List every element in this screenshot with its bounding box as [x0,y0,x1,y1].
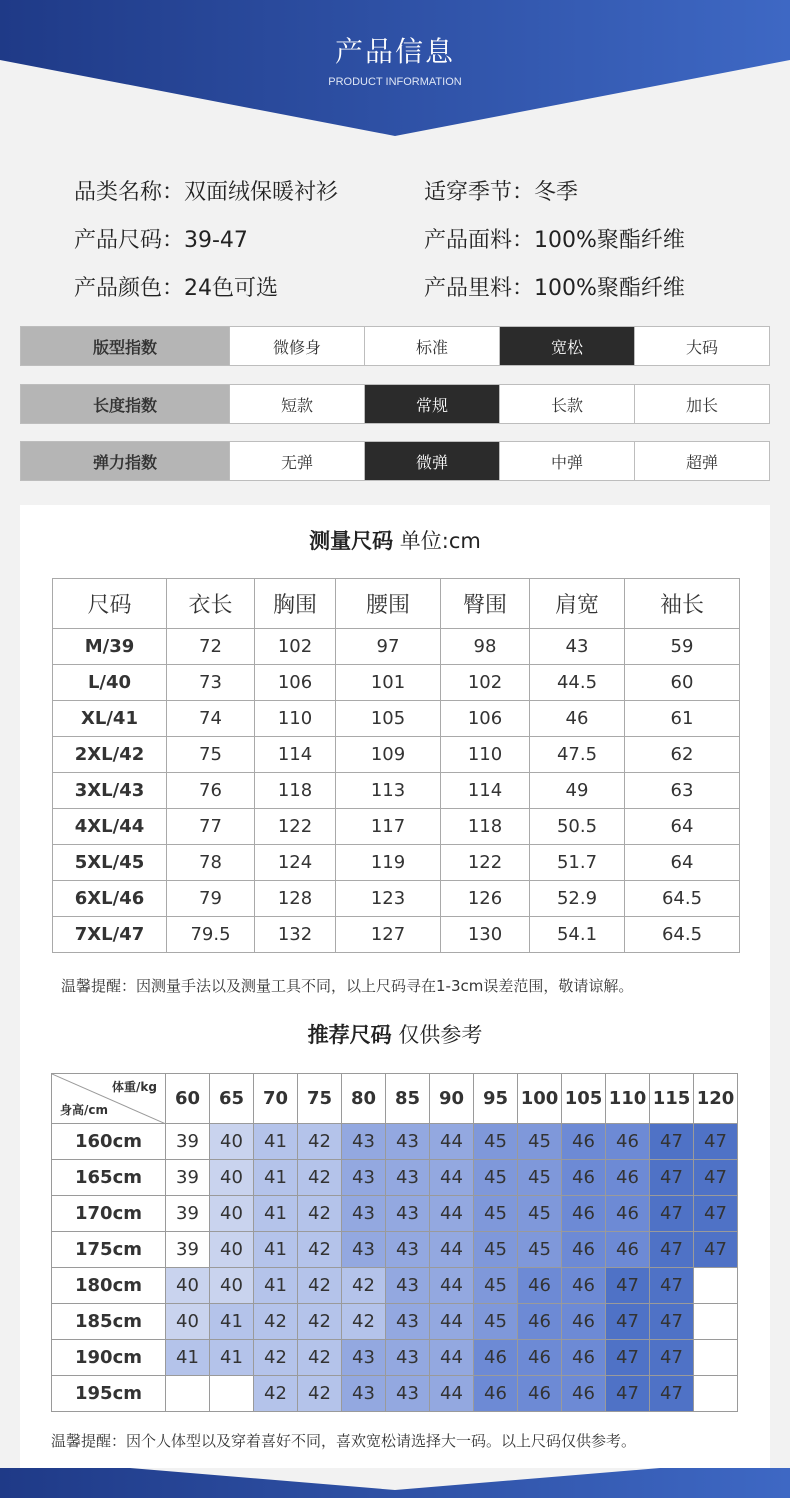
measure-title [0,525,790,555]
recommend-size-cell: 41 [254,1160,298,1196]
recommend-size-cell [694,1340,738,1376]
recommend-size-cell: 47 [606,1268,650,1304]
info-color: 产品颜色：24色可选 [74,275,278,301]
recommend-size-cell: 47 [650,1196,694,1232]
measure-header-cell: 臀围 [441,579,530,629]
length-option: 短款 [229,385,364,423]
recommend-size-cell: 43 [386,1376,430,1412]
recommend-size-cell: 47 [606,1340,650,1376]
recommend-title [0,1019,790,1049]
recommend-size-cell: 46 [518,1340,562,1376]
measure-cell: 44.5 [530,665,625,701]
fit-index-label: 版型指数 [21,327,229,365]
height-axis-label: 身高/cm [60,1103,109,1117]
measure-cell: 60 [625,665,740,701]
recommend-size-cell: 46 [606,1160,650,1196]
measure-cell: 49 [530,773,625,809]
measure-cell: 109 [336,737,441,773]
recommend-size-cell: 39 [166,1160,210,1196]
measure-cell: 119 [336,845,441,881]
recommend-size-cell: 42 [298,1268,342,1304]
recommend-size-cell: 44 [430,1196,474,1232]
recommend-size-cell [694,1376,738,1412]
measure-cell: 79 [167,881,255,917]
weight-header-cell: 100 [518,1074,562,1124]
measure-cell: 113 [336,773,441,809]
recommend-size-cell: 42 [298,1160,342,1196]
recommend-size-cell: 44 [430,1340,474,1376]
recommend-size-cell: 47 [606,1376,650,1412]
recommend-size-cell: 45 [518,1232,562,1268]
measure-cell: 106 [441,701,530,737]
info-fabric: 产品面料：100%聚酯纤维 [424,227,685,253]
table-row [53,737,740,773]
measure-cell: 102 [255,629,336,665]
measure-cell: 106 [255,665,336,701]
recommend-size-cell: 46 [474,1340,518,1376]
measure-header-cell: 肩宽 [530,579,625,629]
stretch-option-selected: 微弹 [364,442,499,480]
measure-table [52,578,740,953]
measure-header-cell: 尺码 [53,579,167,629]
recommend-size-cell: 44 [430,1304,474,1340]
recommend-size-cell: 41 [210,1340,254,1376]
measure-cell: 118 [255,773,336,809]
stretch-option: 超弹 [634,442,769,480]
header-banner [0,0,790,140]
weight-header-cell: 60 [166,1074,210,1124]
page-title: 产品信息 [334,35,455,68]
recommend-size-cell: 47 [650,1340,694,1376]
measure-cell: 132 [255,917,336,953]
recommend-size-cell: 46 [606,1232,650,1268]
measure-title-unit: 单位:cm [393,529,481,553]
recommend-size-cell: 47 [650,1376,694,1412]
recommend-size-cell: 46 [562,1268,606,1304]
recommend-size-cell: 40 [166,1304,210,1340]
measure-cell: 74 [167,701,255,737]
recommend-size-cell: 42 [254,1376,298,1412]
measure-note: 温馨提醒：因测量手法以及测量工具不同，以上尺码寻在1-3cm误差范围，敬请谅解。 [61,977,634,995]
recommend-size-cell: 47 [606,1304,650,1340]
measure-cell: 128 [255,881,336,917]
recommend-table [51,1073,738,1412]
recommend-size-cell: 42 [342,1304,386,1340]
measure-cell: 122 [255,809,336,845]
recommend-size-cell: 44 [430,1376,474,1412]
weight-header-cell: 85 [386,1074,430,1124]
recommend-size-cell: 44 [430,1232,474,1268]
measure-cell: 52.9 [530,881,625,917]
recommend-size-cell: 47 [650,1124,694,1160]
info-row [74,262,774,310]
stretch-index-bar [20,441,770,481]
measure-header-cell: 胸围 [255,579,336,629]
measure-cell: 72 [167,629,255,665]
measure-cell: 76 [167,773,255,809]
table-row [53,665,740,701]
recommend-size-cell: 40 [210,1160,254,1196]
recommend-size-cell: 42 [298,1304,342,1340]
recommend-size-cell: 43 [386,1196,430,1232]
recommend-size-cell: 41 [210,1304,254,1340]
measure-cell: 64.5 [625,881,740,917]
table-row [52,1304,738,1340]
weight-header-cell: 65 [210,1074,254,1124]
measure-header-cell: 衣长 [167,579,255,629]
recommend-size-cell [166,1376,210,1412]
table-row [53,773,740,809]
measure-cell: 123 [336,881,441,917]
stretch-option: 无弹 [229,442,364,480]
size-cell: XL/41 [53,701,167,737]
recommend-size-cell: 41 [254,1124,298,1160]
recommend-size-cell [694,1268,738,1304]
recommend-size-cell: 47 [694,1232,738,1268]
recommend-size-cell: 43 [342,1340,386,1376]
recommend-note: 温馨提醒：因个人体型以及穿着喜好不同，喜欢宽松请选择大一码。以上尺码仅供参考。 [51,1432,637,1450]
table-row [53,845,740,881]
recommend-title-bold: 推荐尺码 [307,1023,392,1047]
recommend-size-cell: 39 [166,1196,210,1232]
info-row [74,166,774,214]
size-cell: 7XL/47 [53,917,167,953]
recommend-size-cell: 46 [562,1376,606,1412]
recommend-size-cell: 42 [298,1376,342,1412]
height-cell: 170cm [52,1196,166,1232]
measure-cell: 75 [167,737,255,773]
measure-cell: 77 [167,809,255,845]
measure-cell: 101 [336,665,441,701]
recommend-size-cell: 40 [210,1196,254,1232]
size-cell: M/39 [53,629,167,665]
height-cell: 195cm [52,1376,166,1412]
recommend-size-cell: 46 [518,1304,562,1340]
recommend-size-cell: 45 [474,1196,518,1232]
recommend-size-cell: 46 [562,1196,606,1232]
recommend-size-cell: 47 [694,1196,738,1232]
measure-cell: 110 [441,737,530,773]
measure-cell: 47.5 [530,737,625,773]
recommend-header-row [52,1074,738,1124]
recommend-size-cell: 45 [518,1124,562,1160]
measure-cell: 124 [255,845,336,881]
recommend-size-cell: 42 [298,1196,342,1232]
weight-axis-label: 体重/kg [112,1080,157,1094]
measure-cell: 73 [167,665,255,701]
measure-cell: 64 [625,809,740,845]
weight-header-cell: 105 [562,1074,606,1124]
measure-cell: 126 [441,881,530,917]
measure-cell: 46 [530,701,625,737]
recommend-size-cell [210,1376,254,1412]
recommend-size-cell: 43 [386,1304,430,1340]
info-size: 产品尺码：39-47 [74,227,248,253]
recommend-size-cell: 43 [386,1160,430,1196]
measure-header-cell: 袖长 [625,579,740,629]
recommend-size-cell: 44 [430,1160,474,1196]
info-row [74,214,774,262]
size-cell: 6XL/46 [53,881,167,917]
recommend-size-cell: 46 [474,1376,518,1412]
recommend-size-cell: 45 [474,1124,518,1160]
fit-option: 微修身 [229,327,364,365]
stretch-option: 中弹 [499,442,634,480]
recommend-size-cell: 42 [254,1304,298,1340]
recommend-size-cell: 46 [518,1268,562,1304]
recommend-size-cell: 40 [166,1268,210,1304]
table-row [52,1196,738,1232]
recommend-size-cell: 47 [650,1232,694,1268]
table-row [53,701,740,737]
recommend-size-cell: 45 [518,1196,562,1232]
recommend-size-cell: 46 [562,1232,606,1268]
table-row [52,1340,738,1376]
recommend-size-cell: 47 [694,1124,738,1160]
recommend-size-cell: 44 [430,1124,474,1160]
table-row [53,629,740,665]
recommend-size-cell: 39 [166,1232,210,1268]
recommend-size-cell: 47 [694,1160,738,1196]
measure-cell: 43 [530,629,625,665]
footer-shape [0,1468,790,1498]
measure-cell: 54.1 [530,917,625,953]
measure-title-bold: 测量尺码 [309,529,394,553]
weight-header-cell: 115 [650,1074,694,1124]
recommend-size-cell: 43 [342,1196,386,1232]
recommend-size-cell: 46 [606,1124,650,1160]
recommend-size-cell: 45 [474,1160,518,1196]
stretch-index-label: 弹力指数 [21,442,229,480]
recommend-size-cell: 43 [386,1340,430,1376]
measure-cell: 64 [625,845,740,881]
fit-option-selected: 宽松 [499,327,634,365]
measure-cell: 63 [625,773,740,809]
measure-cell: 110 [255,701,336,737]
size-cell: 3XL/43 [53,773,167,809]
recommend-size-cell: 42 [298,1340,342,1376]
measure-cell: 78 [167,845,255,881]
table-row [53,809,740,845]
size-cell: 2XL/42 [53,737,167,773]
measure-cell: 64.5 [625,917,740,953]
measure-cell: 98 [441,629,530,665]
weight-header-cell: 75 [298,1074,342,1124]
size-cell: 5XL/45 [53,845,167,881]
length-option: 加长 [634,385,769,423]
height-cell: 190cm [52,1340,166,1376]
recommend-size-cell: 42 [298,1232,342,1268]
recommend-size-cell: 40 [210,1232,254,1268]
height-cell: 160cm [52,1124,166,1160]
recommend-size-cell: 42 [342,1268,386,1304]
recommend-size-cell: 45 [518,1160,562,1196]
measure-cell: 122 [441,845,530,881]
recommend-size-cell: 41 [166,1340,210,1376]
table-row [52,1268,738,1304]
height-cell: 175cm [52,1232,166,1268]
measure-cell: 79.5 [167,917,255,953]
table-row [52,1232,738,1268]
measure-cell: 61 [625,701,740,737]
recommend-size-cell: 43 [342,1160,386,1196]
measure-header-row [53,579,740,629]
recommend-size-cell: 43 [386,1268,430,1304]
length-index-label: 长度指数 [21,385,229,423]
recommend-size-cell: 45 [474,1232,518,1268]
measure-cell: 127 [336,917,441,953]
measure-cell: 50.5 [530,809,625,845]
measure-cell: 130 [441,917,530,953]
recommend-size-cell: 39 [166,1124,210,1160]
measure-cell: 117 [336,809,441,845]
weight-header-cell: 110 [606,1074,650,1124]
recommend-size-cell: 43 [342,1124,386,1160]
recommend-size-cell: 46 [518,1376,562,1412]
recommend-size-cell: 41 [254,1268,298,1304]
height-cell: 165cm [52,1160,166,1196]
recommend-size-cell: 43 [386,1124,430,1160]
fit-option: 大码 [634,327,769,365]
recommend-size-cell: 46 [562,1124,606,1160]
table-row [53,917,740,953]
measure-cell: 62 [625,737,740,773]
recommend-size-cell: 40 [210,1124,254,1160]
corner-cell [52,1074,166,1124]
product-info [74,166,774,310]
info-category: 品类名称：双面绒保暖衬衫 [74,179,339,205]
recommend-size-cell: 41 [254,1196,298,1232]
measure-header-cell: 腰围 [336,579,441,629]
length-option: 长款 [499,385,634,423]
weight-header-cell: 90 [430,1074,474,1124]
weight-header-cell: 70 [254,1074,298,1124]
recommend-size-cell: 43 [342,1232,386,1268]
recommend-size-cell: 47 [650,1268,694,1304]
fit-index-bar [20,326,770,366]
footer-decoration [0,1468,790,1498]
recommend-size-cell: 46 [606,1196,650,1232]
table-row [53,881,740,917]
recommend-size-cell: 47 [650,1160,694,1196]
measure-cell: 102 [441,665,530,701]
recommend-size-cell [694,1304,738,1340]
recommend-size-cell: 47 [650,1304,694,1340]
recommend-size-cell: 40 [210,1268,254,1304]
recommend-size-cell: 45 [474,1268,518,1304]
table-row [52,1376,738,1412]
recommend-size-cell: 43 [386,1232,430,1268]
measure-cell: 105 [336,701,441,737]
measure-cell: 114 [441,773,530,809]
fit-option: 标准 [364,327,499,365]
recommend-size-cell: 45 [474,1304,518,1340]
weight-header-cell: 120 [694,1074,738,1124]
measure-cell: 97 [336,629,441,665]
measure-cell: 114 [255,737,336,773]
height-cell: 180cm [52,1268,166,1304]
measure-cell: 118 [441,809,530,845]
measure-cell: 59 [625,629,740,665]
page-subtitle: PRODUCT INFORMATION [328,76,462,88]
weight-header-cell: 95 [474,1074,518,1124]
measure-cell: 51.7 [530,845,625,881]
size-cell: L/40 [53,665,167,701]
table-row [52,1124,738,1160]
info-lining: 产品里料：100%聚酯纤维 [424,275,685,301]
recommend-size-cell: 46 [562,1160,606,1196]
recommend-size-cell: 46 [562,1340,606,1376]
recommend-size-cell: 44 [430,1268,474,1304]
recommend-size-cell: 46 [562,1304,606,1340]
length-index-bar [20,384,770,424]
banner-shape [0,0,790,140]
recommend-size-cell: 41 [254,1232,298,1268]
recommend-size-cell: 43 [342,1376,386,1412]
length-option-selected: 常规 [364,385,499,423]
info-season: 适穿季节：冬季 [424,179,579,205]
weight-header-cell: 80 [342,1074,386,1124]
table-row [52,1160,738,1196]
recommend-title-sub: 仅供参考 [391,1023,483,1047]
recommend-size-cell: 42 [254,1340,298,1376]
height-cell: 185cm [52,1304,166,1340]
size-cell: 4XL/44 [53,809,167,845]
recommend-size-cell: 42 [298,1124,342,1160]
